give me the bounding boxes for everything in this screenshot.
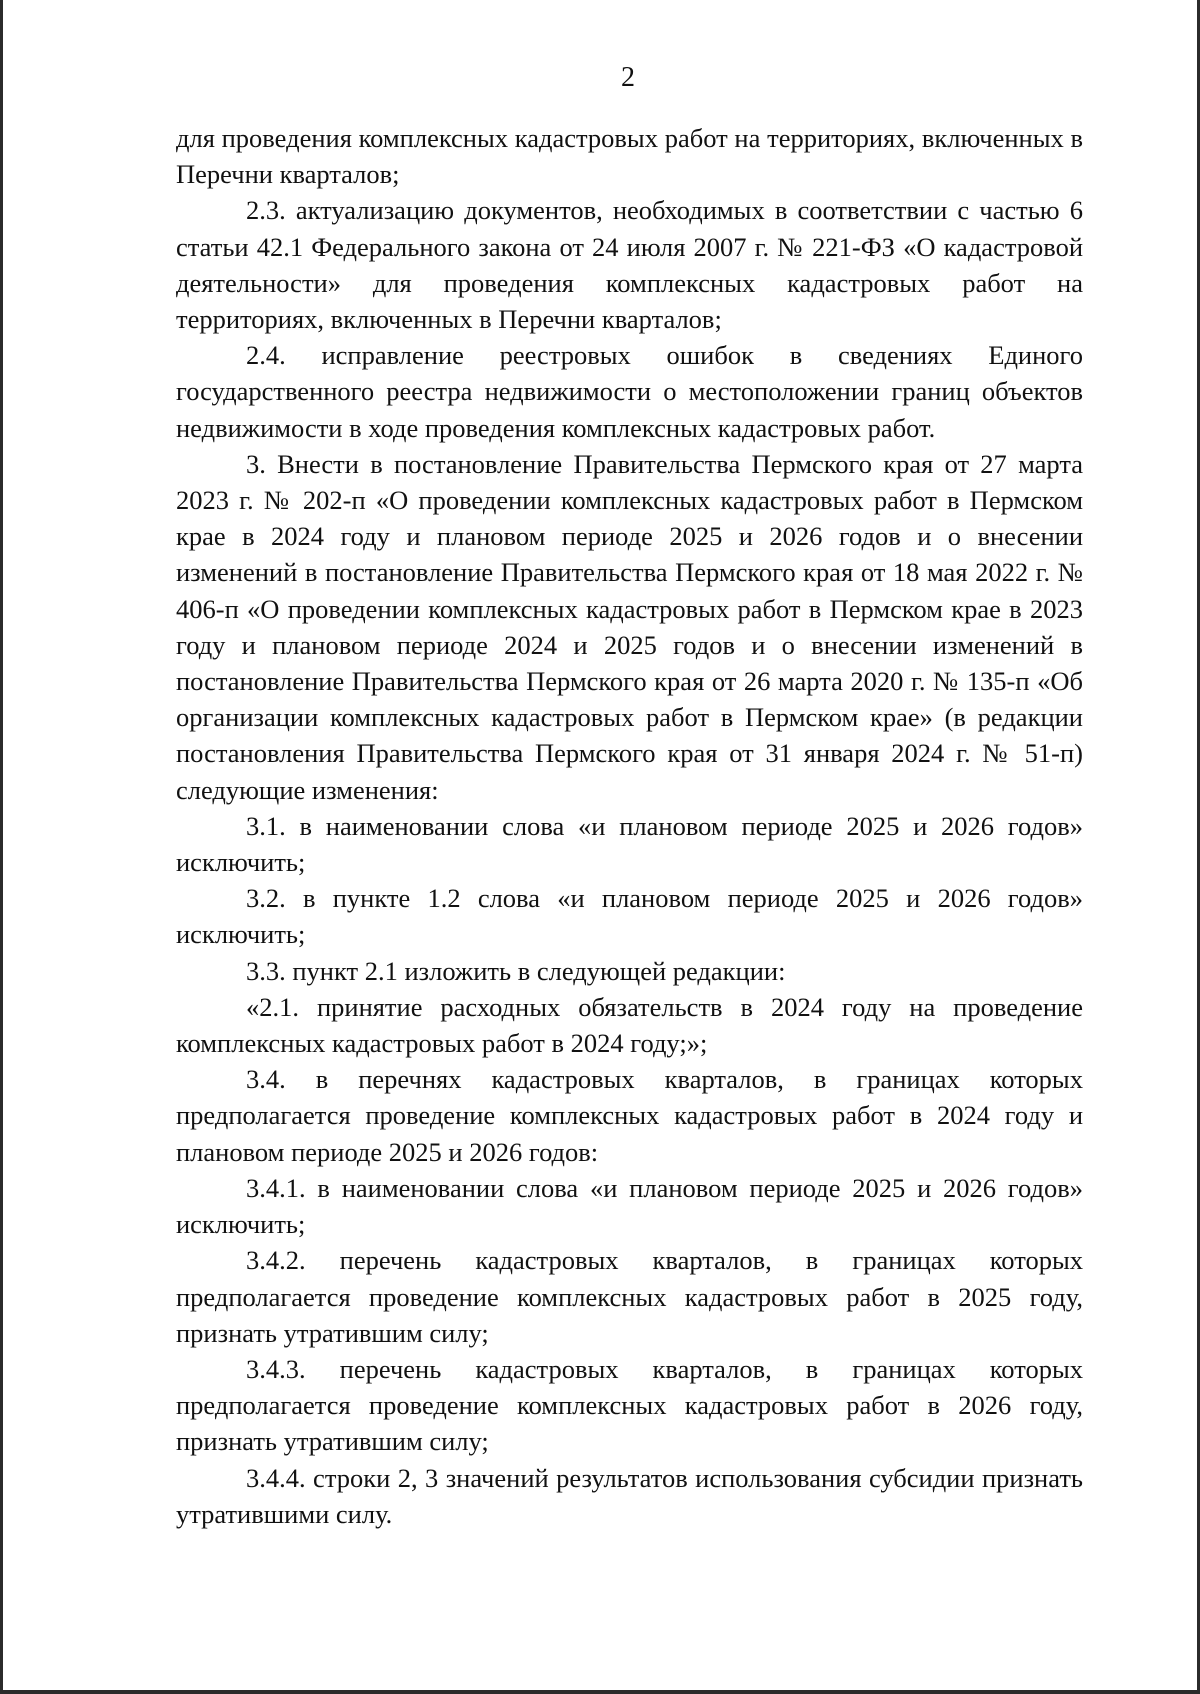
paragraph-3-4-2: 3.4.2. перечень кадастровых кварталов, в границах которых предполагается проведение комплексных кадастровых работ в 2025 году, признать утратившим силу;	[176, 1245, 1083, 1348]
paragraph-3-4-4: 3.4.4. строки 2, 3 значений результатов использования субсидии признать утратившими силу.	[176, 1462, 1083, 1529]
paragraph-quoted-2-1: «2.1. принятие расходных обязательств в 2024 году на проведение комплексных кадастровых работ в 2024 году;»;	[176, 991, 1083, 1059]
paragraph-2-3: 2.3. актуализацию документов, необходимых в соответствии с частью 6 статьи 42.1 Федерального закона от 24 июля 2007 г. № 221-ФЗ «О кадастровой деятельности» для проведения комплексных кадастровых работ на территориях, включенных в Перечни кварталов;	[176, 195, 1083, 335]
paragraph-3-2: 3.2. в пункте 1.2 слова «и плановом периоде 2025 и 2026 годов» исключить;	[176, 883, 1083, 950]
paragraph-2-4: 2.4. исправление реестровых ошибок в сведениях Единого государственного реестра недвижимости о местоположении границ объектов недвижимости в ходе проведения комплексных кадастровых работ.	[176, 340, 1083, 443]
paragraph-3-1: 3.1. в наименовании слова «и плановом периоде 2025 и 2026 годов» исключить;	[176, 810, 1083, 878]
paragraph-3-4-3: 3.4.3. перечень кадастровых кварталов, в границах которых предполагается проведение комплексных кадастровых работ в 2026 году, признать утратившим силу;	[176, 1353, 1083, 1457]
paragraph-3-3: 3.3. пункт 2.1 изложить в следующей редакции:	[246, 955, 786, 986]
page-number: 2	[621, 62, 635, 93]
paragraph-continuation: для проведения комплексных кадастровых работ на территориях, включенных в Перечни кварталов;	[176, 123, 1083, 190]
paragraph-3: 3. Внести в постановление Правительства Пермского края от 27 марта 2023 г. № 202-п «О проведении комплексных кадастровых работ в Пермском крае в 2024 году и плановом периоде 2025 и 2026 годов и о внесении изменений в постановление Правительства Пермского края от 18 мая 2022 г. № 406-п «О проведении комплексных кадастровых работ в Пермском крае в 2023 году и плановом периоде 2024 и 2025 годов и о внесении изменений в постановление Правительства Пермского края от 26 марта 2020 г. № 135-п «Об организации комплексных кадастровых работ в Пермском крае» (в редакции постановления Правительства Пермского края от 31 января 2024 г. № 51-п) следующие изменения:	[176, 448, 1083, 805]
document-body	[176, 120, 1083, 1532]
paragraph-3-4-1: 3.4.1. в наименовании слова «и плановом периоде 2025 и 2026 годов» исключить;	[176, 1172, 1083, 1240]
paragraph-3-4: 3.4. в перечнях кадастровых кварталов, в границах которых предполагается проведение комплексных кадастровых работ в 2024 году и плановом периоде 2025 и 2026 годов:	[176, 1064, 1083, 1167]
